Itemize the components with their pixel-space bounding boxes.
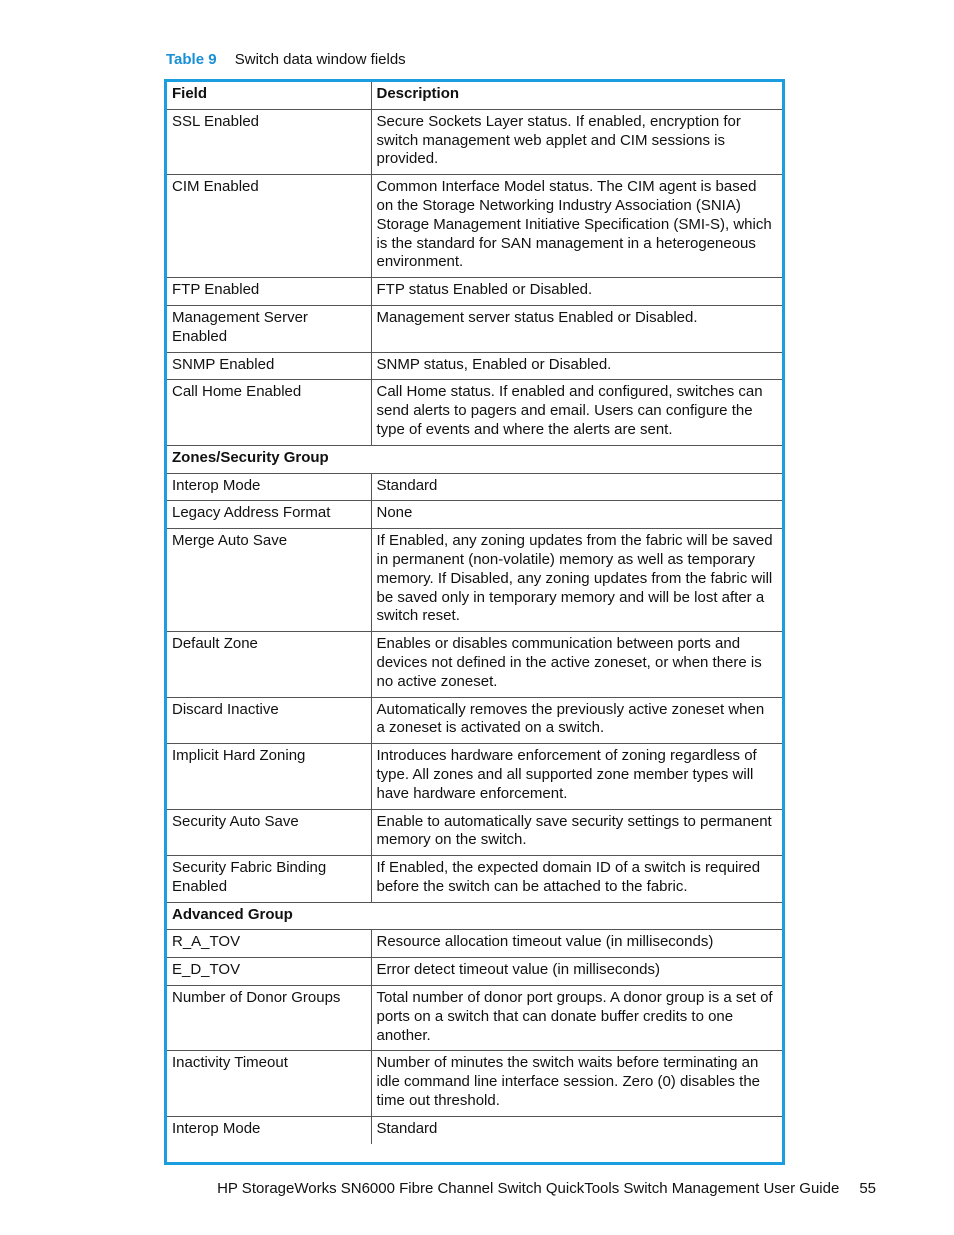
table-row bbox=[167, 529, 782, 632]
group-label: Advanced Group bbox=[167, 902, 782, 930]
table-row bbox=[167, 380, 782, 445]
field-cell: Legacy Address Format bbox=[167, 501, 371, 529]
field-cell: E_D_TOV bbox=[167, 958, 371, 986]
table-row bbox=[167, 930, 782, 958]
table-row bbox=[167, 501, 782, 529]
description-cell: Automatically removes the previously active zoneset when a zoneset is activated on a switch. bbox=[371, 697, 782, 744]
field-cell: Interop Mode bbox=[167, 473, 371, 501]
field-cell: Management Server Enabled bbox=[167, 305, 371, 352]
description-cell: Enable to automatically save security settings to permanent memory on the switch. bbox=[371, 809, 782, 856]
description-cell: If Enabled, the expected domain ID of a switch is required before the switch can be attached to the fabric. bbox=[371, 856, 782, 903]
field-cell: Implicit Hard Zoning bbox=[167, 744, 371, 809]
group-header-row bbox=[167, 902, 782, 930]
description-cell: SNMP status, Enabled or Disabled. bbox=[371, 352, 782, 380]
group-label: Zones/Security Group bbox=[167, 445, 782, 473]
description-cell: Standard bbox=[371, 473, 782, 501]
header-field: Field bbox=[167, 82, 371, 109]
description-cell: Total number of donor port groups. A donor group is a set of ports on a switch that can donate buffer credits to one another. bbox=[371, 986, 782, 1051]
table-row bbox=[167, 632, 782, 697]
table-row bbox=[167, 856, 782, 903]
group-header-row bbox=[167, 445, 782, 473]
table-row bbox=[167, 305, 782, 352]
description-cell: Standard bbox=[371, 1116, 782, 1143]
description-cell: Common Interface Model status. The CIM agent is based on the Storage Networking Industry Association (SNIA) Storage Management Initiative Specification (SMI-S), which is the standard for SAN management in a heterogeneous environment. bbox=[371, 175, 782, 278]
field-cell: Number of Donor Groups bbox=[167, 986, 371, 1051]
description-cell: None bbox=[371, 501, 782, 529]
header-description: Description bbox=[371, 82, 782, 109]
table-number: Table 9 bbox=[166, 51, 217, 68]
table-header-row bbox=[167, 82, 782, 109]
field-cell: Security Auto Save bbox=[167, 809, 371, 856]
field-cell: Interop Mode bbox=[167, 1116, 371, 1143]
description-cell: Resource allocation timeout value (in milliseconds) bbox=[371, 930, 782, 958]
field-cell: SSL Enabled bbox=[167, 109, 371, 174]
table-row bbox=[167, 352, 782, 380]
fields-table bbox=[164, 79, 785, 1165]
table-row bbox=[167, 175, 782, 278]
field-cell: Default Zone bbox=[167, 632, 371, 697]
table-title: Switch data window fields bbox=[234, 51, 406, 68]
field-cell: FTP Enabled bbox=[167, 278, 371, 306]
field-cell: Inactivity Timeout bbox=[167, 1051, 371, 1116]
field-cell: R_A_TOV bbox=[167, 930, 371, 958]
table-row bbox=[167, 278, 782, 306]
table-caption bbox=[166, 50, 406, 70]
table-row bbox=[167, 473, 782, 501]
field-cell: Merge Auto Save bbox=[167, 529, 371, 632]
page-number: 55 bbox=[859, 1180, 876, 1197]
table-row bbox=[167, 697, 782, 744]
description-cell: FTP status Enabled or Disabled. bbox=[371, 278, 782, 306]
description-cell: Introduces hardware enforcement of zoning regardless of type. All zones and all supported zone member types will have hardware enforcement. bbox=[371, 744, 782, 809]
footer-title: HP StorageWorks SN6000 Fibre Channel Switch QuickTools Switch Management User Guide bbox=[217, 1180, 840, 1197]
page-footer bbox=[217, 1179, 876, 1199]
table-row bbox=[167, 958, 782, 986]
field-cell: Call Home Enabled bbox=[167, 380, 371, 445]
description-cell: Number of minutes the switch waits before terminating an idle command line interface session. Zero (0) disables the time out threshold. bbox=[371, 1051, 782, 1116]
description-cell: Enables or disables communication between ports and devices not defined in the active zoneset, or when there is no active zoneset. bbox=[371, 632, 782, 697]
description-cell: If Enabled, any zoning updates from the fabric will be saved in permanent (non-volatile) memory as well as temporary memory. If Disabled, any zoning updates from the fabric will be saved only in temporary memory and will be lost after a switch reset. bbox=[371, 529, 782, 632]
field-cell: Security Fabric Binding Enabled bbox=[167, 856, 371, 903]
field-cell: SNMP Enabled bbox=[167, 352, 371, 380]
table-row bbox=[167, 1116, 782, 1143]
table-row bbox=[167, 744, 782, 809]
description-cell: Error detect timeout value (in milliseconds) bbox=[371, 958, 782, 986]
description-cell: Management server status Enabled or Disabled. bbox=[371, 305, 782, 352]
table-row bbox=[167, 809, 782, 856]
description-cell: Secure Sockets Layer status. If enabled, encryption for switch management web applet and CIM sessions is provided. bbox=[371, 109, 782, 174]
field-cell: Discard Inactive bbox=[167, 697, 371, 744]
field-cell: CIM Enabled bbox=[167, 175, 371, 278]
table-row bbox=[167, 109, 782, 174]
description-cell: Call Home status. If enabled and configured, switches can send alerts to pagers and email. Users can configure the type of events and where the alerts are sent. bbox=[371, 380, 782, 445]
table-row bbox=[167, 986, 782, 1051]
table-row bbox=[167, 1051, 782, 1116]
